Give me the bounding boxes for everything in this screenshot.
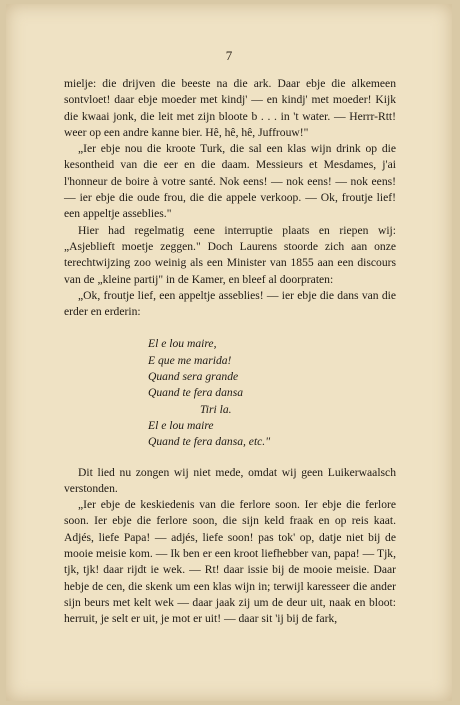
- verse-line: E que me marida!: [148, 353, 232, 367]
- verse-line: Quand sera grande: [148, 370, 239, 384]
- paragraph-5: Dit lied nu zongen wij niet mede, omdat wij geen Luikerwaalsch verstonden.: [64, 465, 396, 495]
- paragraph-3: Hier had regelmatig eene interruptie plaats en riepen wij: „Asjeblieft moetje zeggen." Doch Laurens stoorde zich aan onze terechtwijzing zoo weinig als een Minister van 1855 aan een discours van de „kleine partij" in de Kamer, en bleef al doorpraten:: [64, 223, 396, 286]
- page-number: 7: [225, 48, 233, 63]
- paragraph-4: „Ok, froutje lief, een appeltje asseblies! — ier ebje die dans van die erder en erderin:: [64, 288, 396, 319]
- paragraph-2: „Ier ebje nou die kroote Turk, die sal een klas wijn drink op die kesontheid van die eer en die daam. Messieurs et Mesdames, j'ai l'honneur de boire à votre santé. Nok eens! — nok eens! — nok eens! — ier ebje die oude frou, die die appele verkoop. — Ok, froutje lief! een appeltje asseblies.": [64, 142, 396, 221]
- paragraph-6: „Ier ebje de keskiedenis van die ferlore soon. Ier ebje die ferlore soon. Ier ebje die ferlore soon, die sijn keld fraak en op reis kaat. Adjés, liefe Papa! — adjés, liefe soon! pas tok' op, datje niet bij de mooie meisie kom. — Ik ben er een kroot liefhebber van, papa! — Tjk, tjk, tjk! daar rijdt ie wek. — Rt! daar issie bij de mooie meisie. Daar hebje de cen, die skenk um een klas wijn in; terwijl karesseer die ander sijn beurs met kelt wek — daar jaak zij um de deur uit, naak en bloot: herruit, je selt er uit, je mot er uit! — daar sit 'ij bij de fark,: [64, 498, 396, 626]
- paragraph-1: mielje: die drijven die beeste na die ark. Daar ebje die alkemeen sontvloet! daar ebje moeder met kindj' — en kindj' met moeder! Kijk die kwaai jonk, die leit met zijn bloote b . . . in 't water. — Herrr-Rtt! weer op een andre kanne bier. Hê, hê, hê, Juffrouw!": [64, 77, 396, 139]
- verse-line: Tiri la.: [200, 402, 232, 416]
- verse-line: Quand te fera dansa: [148, 386, 243, 400]
- verse-line: El e lou maire: [148, 418, 214, 432]
- verse-line: El e lou maire,: [148, 337, 217, 351]
- song-verse: [148, 336, 396, 450]
- verse-line: Quand te fera dansa, etc.": [148, 435, 271, 449]
- book-page: [6, 4, 452, 701]
- page-text: [64, 76, 396, 628]
